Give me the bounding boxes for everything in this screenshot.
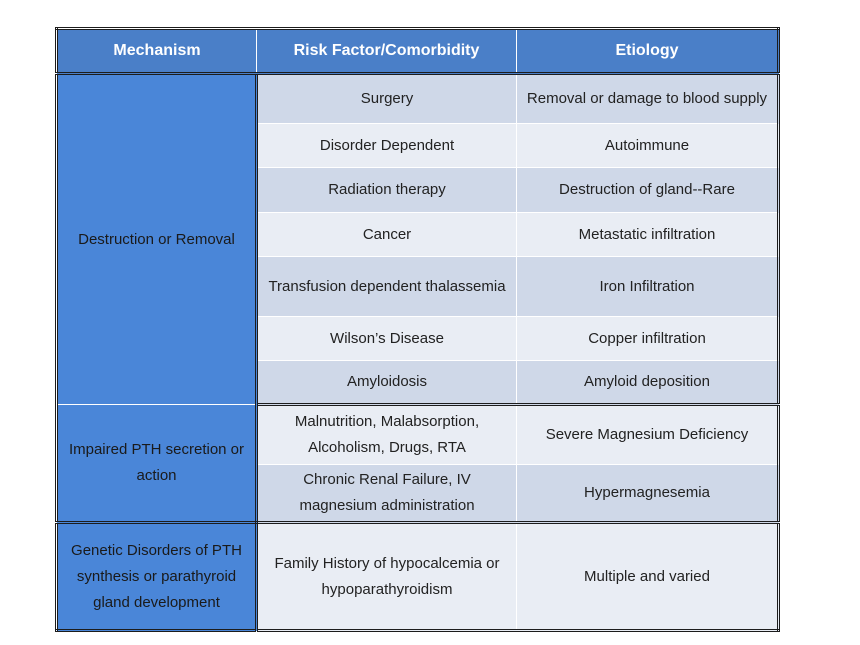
etiology-cell: Metastatic infiltration xyxy=(517,213,779,257)
etiology-cell: Copper infiltration xyxy=(517,317,779,361)
risk-cell: Transfusion dependent thalassemia xyxy=(257,257,517,317)
risk-cell: Chronic Renal Failure, IV magnesium administration xyxy=(257,465,517,523)
table-row xyxy=(57,74,779,124)
etiology-cell: Autoimmune xyxy=(517,124,779,168)
risk-cell: Family History of hypocalcemia or hypoparathyroidism xyxy=(257,523,517,631)
etiology-cell: Destruction of gland--Rare xyxy=(517,168,779,213)
risk-cell: Wilson’s Disease xyxy=(257,317,517,361)
header-row xyxy=(57,29,779,74)
etiology-cell: Amyloid deposition xyxy=(517,361,779,405)
mechanism-cell: Genetic Disorders of PTH synthesis or parathyroid gland development xyxy=(57,523,257,631)
etiology-table-container xyxy=(55,27,777,632)
header-risk-factor: Risk Factor/Comorbidity xyxy=(257,29,517,74)
etiology-cell: Removal or damage to blood supply xyxy=(517,74,779,124)
risk-cell: Amyloidosis xyxy=(257,361,517,405)
mechanism-cell: Impaired PTH secretion or action xyxy=(57,405,257,523)
mechanism-cell: Destruction or Removal xyxy=(57,74,257,405)
header-etiology: Etiology xyxy=(517,29,779,74)
risk-cell: Malnutrition, Malabsorption, Alcoholism, Drugs, RTA xyxy=(257,405,517,465)
etiology-table xyxy=(55,27,780,632)
etiology-cell: Iron Infiltration xyxy=(517,257,779,317)
etiology-cell: Severe Magnesium Deficiency xyxy=(517,405,779,465)
etiology-cell: Multiple and varied xyxy=(517,523,779,631)
risk-cell: Radiation therapy xyxy=(257,168,517,213)
etiology-cell: Hypermagnesemia xyxy=(517,465,779,523)
risk-cell: Surgery xyxy=(257,74,517,124)
risk-cell: Disorder Dependent xyxy=(257,124,517,168)
risk-cell: Cancer xyxy=(257,213,517,257)
table-row xyxy=(57,405,779,465)
table-row xyxy=(57,523,779,631)
header-mechanism: Mechanism xyxy=(57,29,257,74)
